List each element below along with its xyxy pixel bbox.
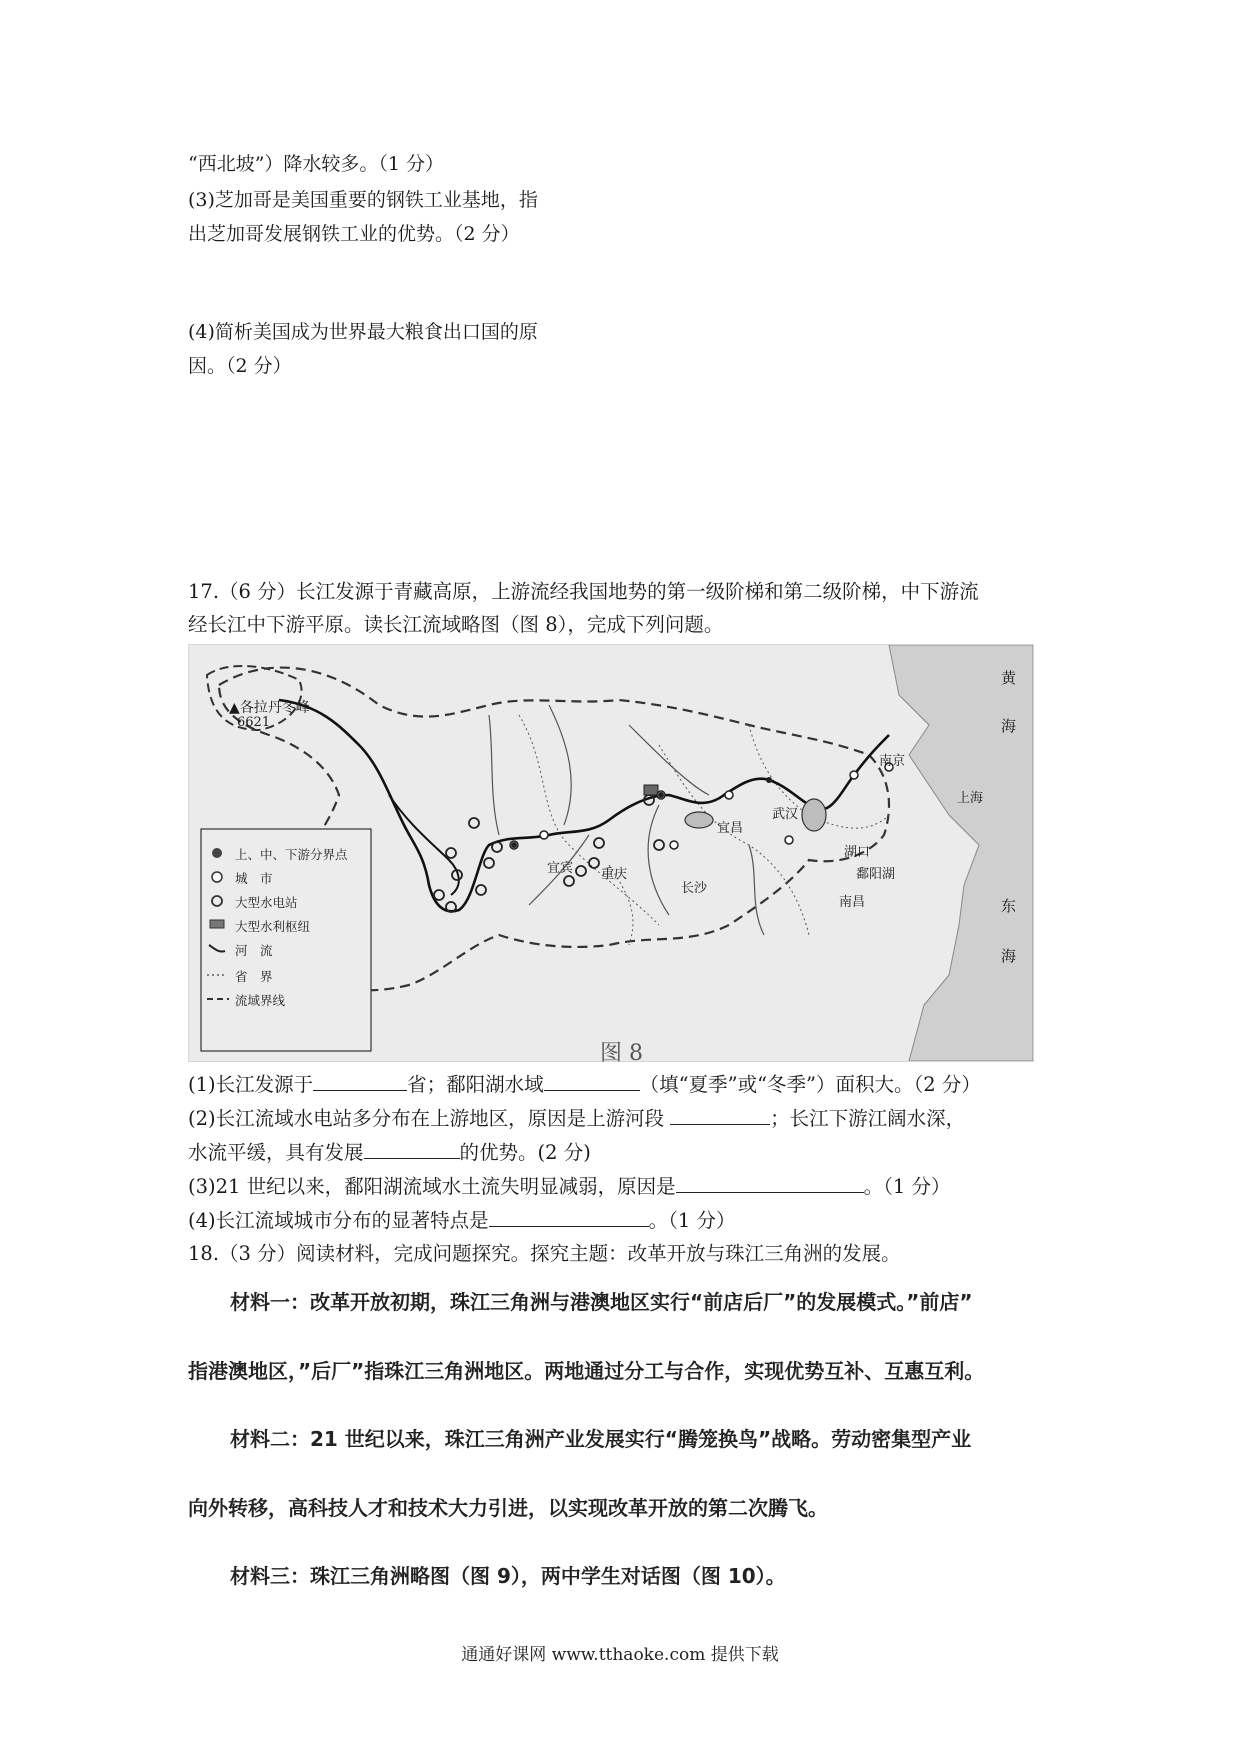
q17-sub-3-part-b: 。（1 分） (863, 1175, 951, 1198)
division-point-yichang (658, 792, 664, 798)
legend-label-province: 省 界 (235, 969, 273, 984)
q17-sub-2-cont (188, 1140, 591, 1165)
q17-sub-4-part-a: (4)长江流域城市分布的显著特点是 (188, 1209, 489, 1232)
tributary-gan (749, 845, 764, 935)
q18-material-2-line-2: 向外转移，高科技人才和技术大力引进，以实现改革开放的第二次腾飞。 (188, 1496, 828, 1520)
tributary-jialing (549, 705, 571, 825)
city-nanchang: 南昌 (839, 895, 866, 910)
yellow-sea-char-2: 海 (1001, 717, 1017, 735)
dongting-lake (685, 812, 713, 828)
legend-label-river: 河 流 (235, 943, 273, 958)
q17-blank-downstream-advantage[interactable] (364, 1140, 460, 1159)
q17-blank-poyang-season[interactable] (544, 1072, 640, 1091)
q18-intro: 18.（3 分）阅读材料，完成问题探究。探究主题：改革开放与珠江三角洲的发展。 (188, 1242, 901, 1265)
q16-question-3-line-1: (3)芝加哥是美国重要的钢铁工业基地，指 (188, 189, 538, 211)
q16-question-3-line-2: 出芝加哥发展钢铁工业的优势。（2 分） (188, 223, 520, 245)
q16-line-1: “西北坡”）降水较多。（1 分） (188, 153, 445, 175)
city-nanjing: 南京 (879, 754, 906, 769)
q17-blank-city-distribution[interactable] (489, 1208, 649, 1227)
legend-label-division: 上、中、下游分界点 (235, 847, 348, 862)
city-wuhan: 武汉 (772, 807, 799, 822)
legend-label-hub: 大型水利枢纽 (235, 919, 311, 934)
q17-sub-3 (188, 1174, 951, 1199)
q17-sub-2-part-b: ；长江下游江阔水深， (770, 1107, 966, 1130)
q18-material-1-line-2: 指港澳地区，”后厂”指珠江三角洲地区。两地通过分工与合作，实现优势互补、互惠互利。 (188, 1359, 985, 1383)
page-footer: 通通好课网 www.tthaoke.com 提供下载 (461, 1645, 779, 1665)
yellow-sea-char-1: 黄 (1001, 669, 1017, 687)
city-markers (510, 763, 893, 849)
tributary-min (489, 715, 499, 835)
legend-label-city: 城 市 (235, 871, 273, 886)
q17-sub-2 (188, 1106, 965, 1131)
figure-8-caption: 图 8 (600, 1041, 643, 1066)
q17-sub-4-part-b: 。（1 分） (648, 1209, 736, 1232)
q17-blank-erosion-reason[interactable] (676, 1174, 864, 1193)
q17-intro-line-2: 经长江中下游平原。读长江流域略图（图 8），完成下列问题。 (188, 613, 724, 636)
city-changsha: 长沙 (681, 881, 708, 896)
q17-blank-source-province[interactable] (313, 1072, 407, 1091)
q18-material-3: 材料三：珠江三角洲略图（图 9），两中学生对话图（图 10）。 (230, 1564, 786, 1588)
legend-label-basin: 流域界线 (235, 993, 286, 1008)
q17-sub-1-part-a: (1)长江发源于 (188, 1073, 314, 1096)
q18-material-2-line-1: 材料二：21 世纪以来，珠江三角洲产业发展实行“腾笼换鸟”战略。劳动密集型产业 (230, 1427, 972, 1451)
division-point-yibin (511, 842, 517, 848)
east-sea-char-2: 海 (1001, 947, 1017, 965)
legend-city-icon (212, 872, 222, 882)
q16-question-4-line-1: (4)简析美国成为世界最大粮食出口国的原 (188, 321, 538, 343)
q17-sub-2-part-a: (2)长江流域水电站多分布在上游地区，原因是上游河段 (188, 1107, 665, 1130)
tributary-han (629, 725, 709, 795)
city-hukou: 湖口 (844, 845, 871, 860)
q17-intro-line-1: 17.（6 分）长江发源于青藏高原，上游流经我国地势的第一级阶梯和第二级阶梯，中下游流 (188, 580, 979, 603)
jinsha-branch (389, 795, 459, 895)
city-poyang-lake: 鄱阳湖 (856, 867, 896, 882)
sea-area (889, 645, 1033, 1061)
peak-label: ▲各拉丹冬峰 (229, 700, 310, 716)
tributary-xiang (648, 805, 669, 915)
q17-sub-1-part-c: （填“夏季”或“冬季”）面积大。（2 分） (639, 1073, 981, 1096)
q17-sub-1 (188, 1072, 981, 1097)
city-yichang: 宜昌 (717, 821, 744, 836)
shanghai-label: 上海 (957, 791, 984, 806)
q16-question-4-line-2: 因。（2 分） (188, 355, 292, 377)
division-point-hukou (766, 777, 772, 783)
legend-division-icon (212, 848, 222, 858)
q17-sub-1-part-b: 省；鄱阳湖水域 (407, 1073, 544, 1096)
legend-hub-icon (210, 920, 224, 928)
legend-label-hydropower: 大型水电站 (235, 895, 298, 910)
yangtze-basin-map (188, 644, 1034, 1062)
q18-material-1-line-1: 材料一：改革开放初期，珠江三角洲与港澳地区实行“前店后厂”的发展模式。”前店” (230, 1290, 973, 1314)
city-yibin: 宜宾 (547, 861, 574, 876)
three-gorges-hub (644, 785, 658, 795)
q17-sub-2-cont-part-a: 水流平缓，具有发展 (188, 1141, 364, 1164)
q17-sub-2-cont-part-b: 的优势。(2 分) (459, 1141, 591, 1164)
poyang-lake (802, 799, 826, 831)
q17-sub-4 (188, 1208, 735, 1233)
q17-sub-3-part-a: (3)21 世纪以来，鄱阳湖流域水土流失明显减弱，原因是 (188, 1175, 676, 1198)
q17-blank-upstream-reason[interactable] (670, 1106, 770, 1125)
east-sea-char-1: 东 (1001, 897, 1017, 915)
city-chongqing: 重庆 (601, 867, 628, 882)
peak-height: 6621 (237, 715, 271, 730)
